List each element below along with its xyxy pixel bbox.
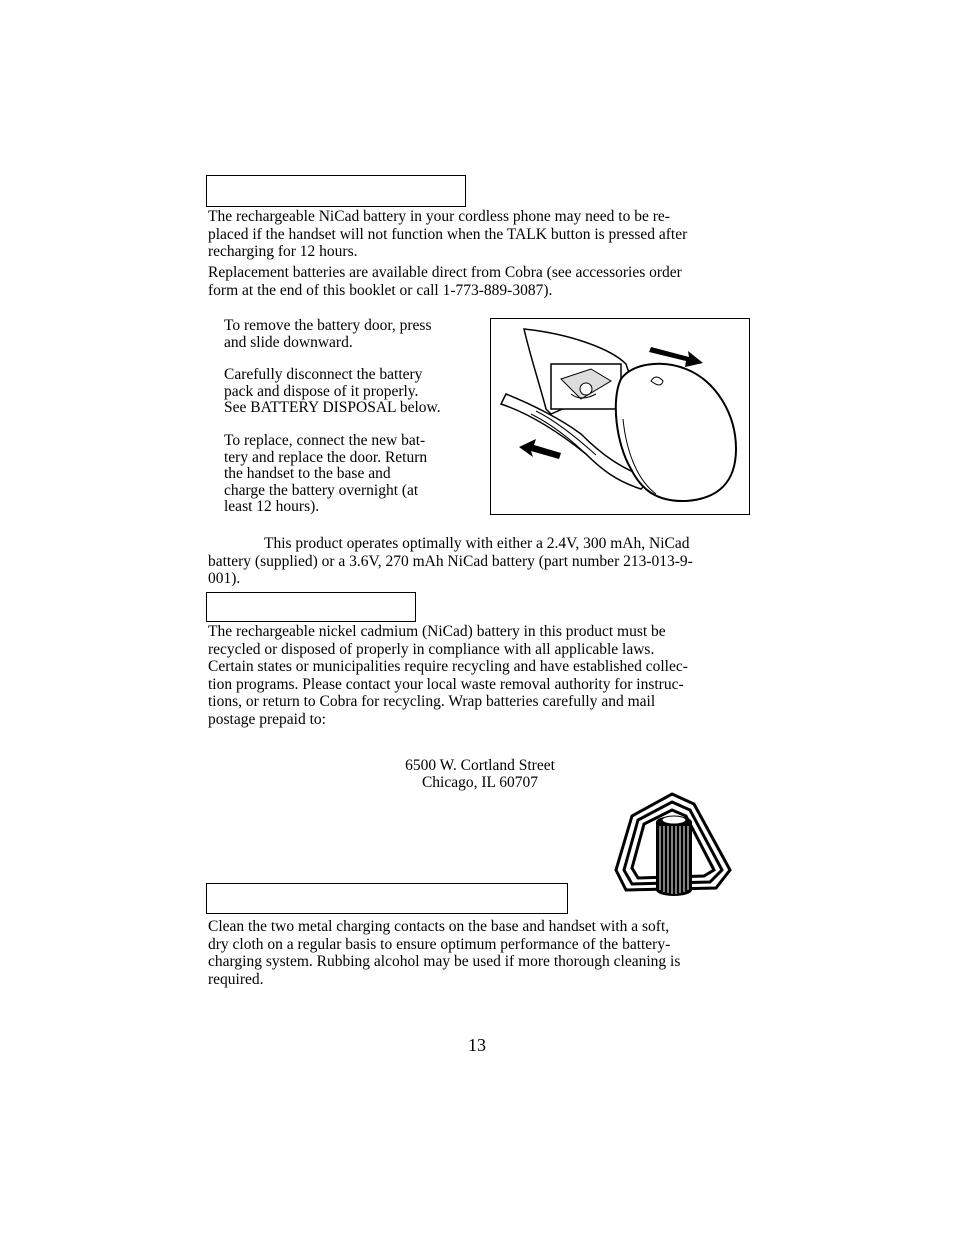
- page-number: 13: [468, 1035, 486, 1055]
- battery-disposal-paragraph: The rechargeable nickel cadmium (NiCad) battery in this product must be recycled or disposed of properly in compliance with all applicable laws. Certain states or municipalities require recycling and have established collec- tion programs. Please contact your local waste removal authority for instruc- tions, or return to Cobra for recycling. Wrap batteries carefully and mail postage prepaid to:: [208, 623, 688, 728]
- handset-icon: [491, 319, 749, 514]
- address-line-2: Chicago, IL 60707: [421, 774, 539, 791]
- step-remove-door: To remove the battery door, press and slide downward.: [224, 317, 432, 351]
- section-heading-box-maintenance: [206, 883, 568, 914]
- step-replace-battery: To replace, connect the new bat- tery and replace the door. Return the handset to the base and charge the battery overnight (at least 12 hours).: [224, 432, 428, 515]
- battery-replacement-paragraph-1: The rechargeable NiCad battery in your cordless phone may need to be re- placed if the handset will not function when the TALK button is pressed after recharging for 12 hours.: [208, 208, 688, 260]
- battery-replacement-paragraph-2: Replacement batteries are available direct from Cobra (see accessories order form at the end of this booklet or call 1-773-889-3087).: [208, 264, 682, 299]
- address-line-1: 6500 W. Cortland Street: [405, 757, 555, 774]
- battery-recycle-icon: [612, 790, 734, 900]
- battery-specification-note: This product operates optimally with either a 2.4V, 300 mAh, NiCad battery (supplied) or a 3.6V, 270 mAh NiCad battery (part number 213-013-9- 001).: [208, 535, 693, 587]
- section-heading-box-battery-disposal: [206, 592, 416, 622]
- handset-battery-door-illustration: [490, 318, 750, 515]
- section-heading-box-battery-replacement: [206, 175, 466, 207]
- step-disconnect-battery: Carefully disconnect the battery pack and dispose of it properly. See BATTERY DISPOSAL below.: [224, 366, 441, 416]
- charging-contacts-cleaning-paragraph: Clean the two metal charging contacts on the base and handset with a soft, dry cloth on a regular basis to ensure optimum performance of the battery- charging system. Rubbing alcohol may be used if more thorough cleaning is required.: [208, 918, 681, 988]
